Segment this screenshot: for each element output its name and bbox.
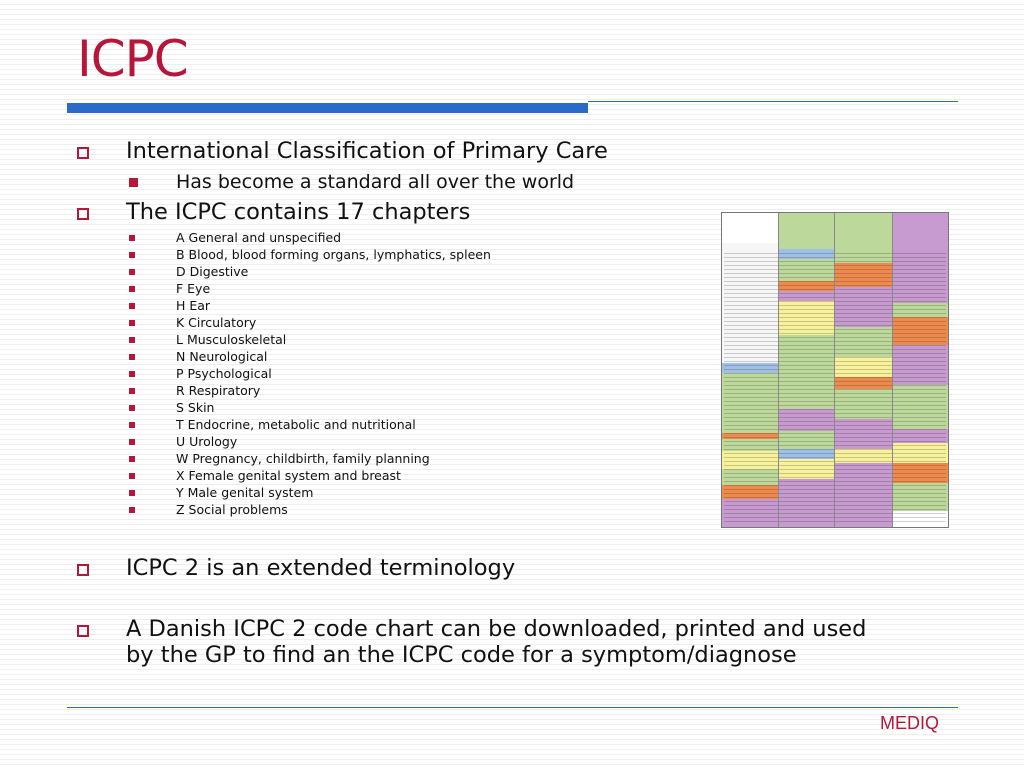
filled-square-bullet-icon <box>129 388 135 394</box>
chapter-item: S Skin <box>176 400 215 415</box>
page-title: ICPC <box>77 30 188 88</box>
filled-square-bullet-icon <box>129 439 135 445</box>
filled-square-bullet-icon <box>129 178 138 187</box>
chapter-item: B Blood, blood forming organs, lymphatics, spleen <box>176 247 491 262</box>
brand-logo: MEDIQ <box>880 713 940 733</box>
chapter-item: Z Social problems <box>176 502 288 517</box>
title-underline-line <box>588 101 958 102</box>
bullet-primary-care: International Classification of Primary Care <box>126 138 608 164</box>
bullet-code-chart-line2: by the GP to find an the ICPC code for a symptom/diagnose <box>126 642 797 668</box>
filled-square-bullet-icon <box>129 456 135 462</box>
hollow-square-bullet-icon <box>77 147 89 159</box>
filled-square-bullet-icon <box>129 337 135 343</box>
filled-square-bullet-icon <box>129 422 135 428</box>
chapter-item: L Musculoskeletal <box>176 332 287 347</box>
filled-square-bullet-icon <box>129 490 135 496</box>
bullet-17-chapters: The ICPC contains 17 chapters <box>126 199 471 225</box>
filled-square-bullet-icon <box>129 473 135 479</box>
chapter-item: W Pregnancy, childbirth, family planning <box>176 451 430 466</box>
chapter-item: U Urology <box>176 434 238 449</box>
filled-square-bullet-icon <box>129 320 135 326</box>
filled-square-bullet-icon <box>129 235 135 241</box>
chapter-item: R Respiratory <box>176 383 261 398</box>
filled-square-bullet-icon <box>129 405 135 411</box>
chapter-item: F Eye <box>176 281 211 296</box>
hollow-square-bullet-icon <box>77 625 89 637</box>
filled-square-bullet-icon <box>129 269 135 275</box>
filled-square-bullet-icon <box>129 354 135 360</box>
filled-square-bullet-icon <box>129 507 135 513</box>
chapter-item: H Ear <box>176 298 211 313</box>
chapter-item: D Digestive <box>176 264 249 279</box>
title-underline-bar <box>67 103 588 113</box>
filled-square-bullet-icon <box>129 286 135 292</box>
chapter-item: P Psychological <box>176 366 272 381</box>
filled-square-bullet-icon <box>129 252 135 258</box>
bullet-extended-terminology: ICPC 2 is an extended terminology <box>126 555 516 581</box>
chapter-item: T Endocrine, metabolic and nutritional <box>176 417 416 432</box>
filled-square-bullet-icon <box>129 303 135 309</box>
hollow-square-bullet-icon <box>77 208 89 220</box>
footer-divider <box>67 707 958 708</box>
chapter-item: X Female genital system and breast <box>176 468 401 483</box>
bullet-standard: Has become a standard all over the world <box>176 171 575 193</box>
hollow-square-bullet-icon <box>77 564 89 576</box>
chapter-item: A General and unspecified <box>176 230 342 245</box>
chapter-item: Y Male genital system <box>176 485 314 500</box>
filled-square-bullet-icon <box>129 371 135 377</box>
bullet-code-chart-line1: A Danish ICPC 2 code chart can be downloaded, printed and used <box>126 616 867 642</box>
chapter-item: K Circulatory <box>176 315 257 330</box>
icpc-code-chart-image <box>721 212 949 528</box>
chapter-item: N Neurological <box>176 349 268 364</box>
